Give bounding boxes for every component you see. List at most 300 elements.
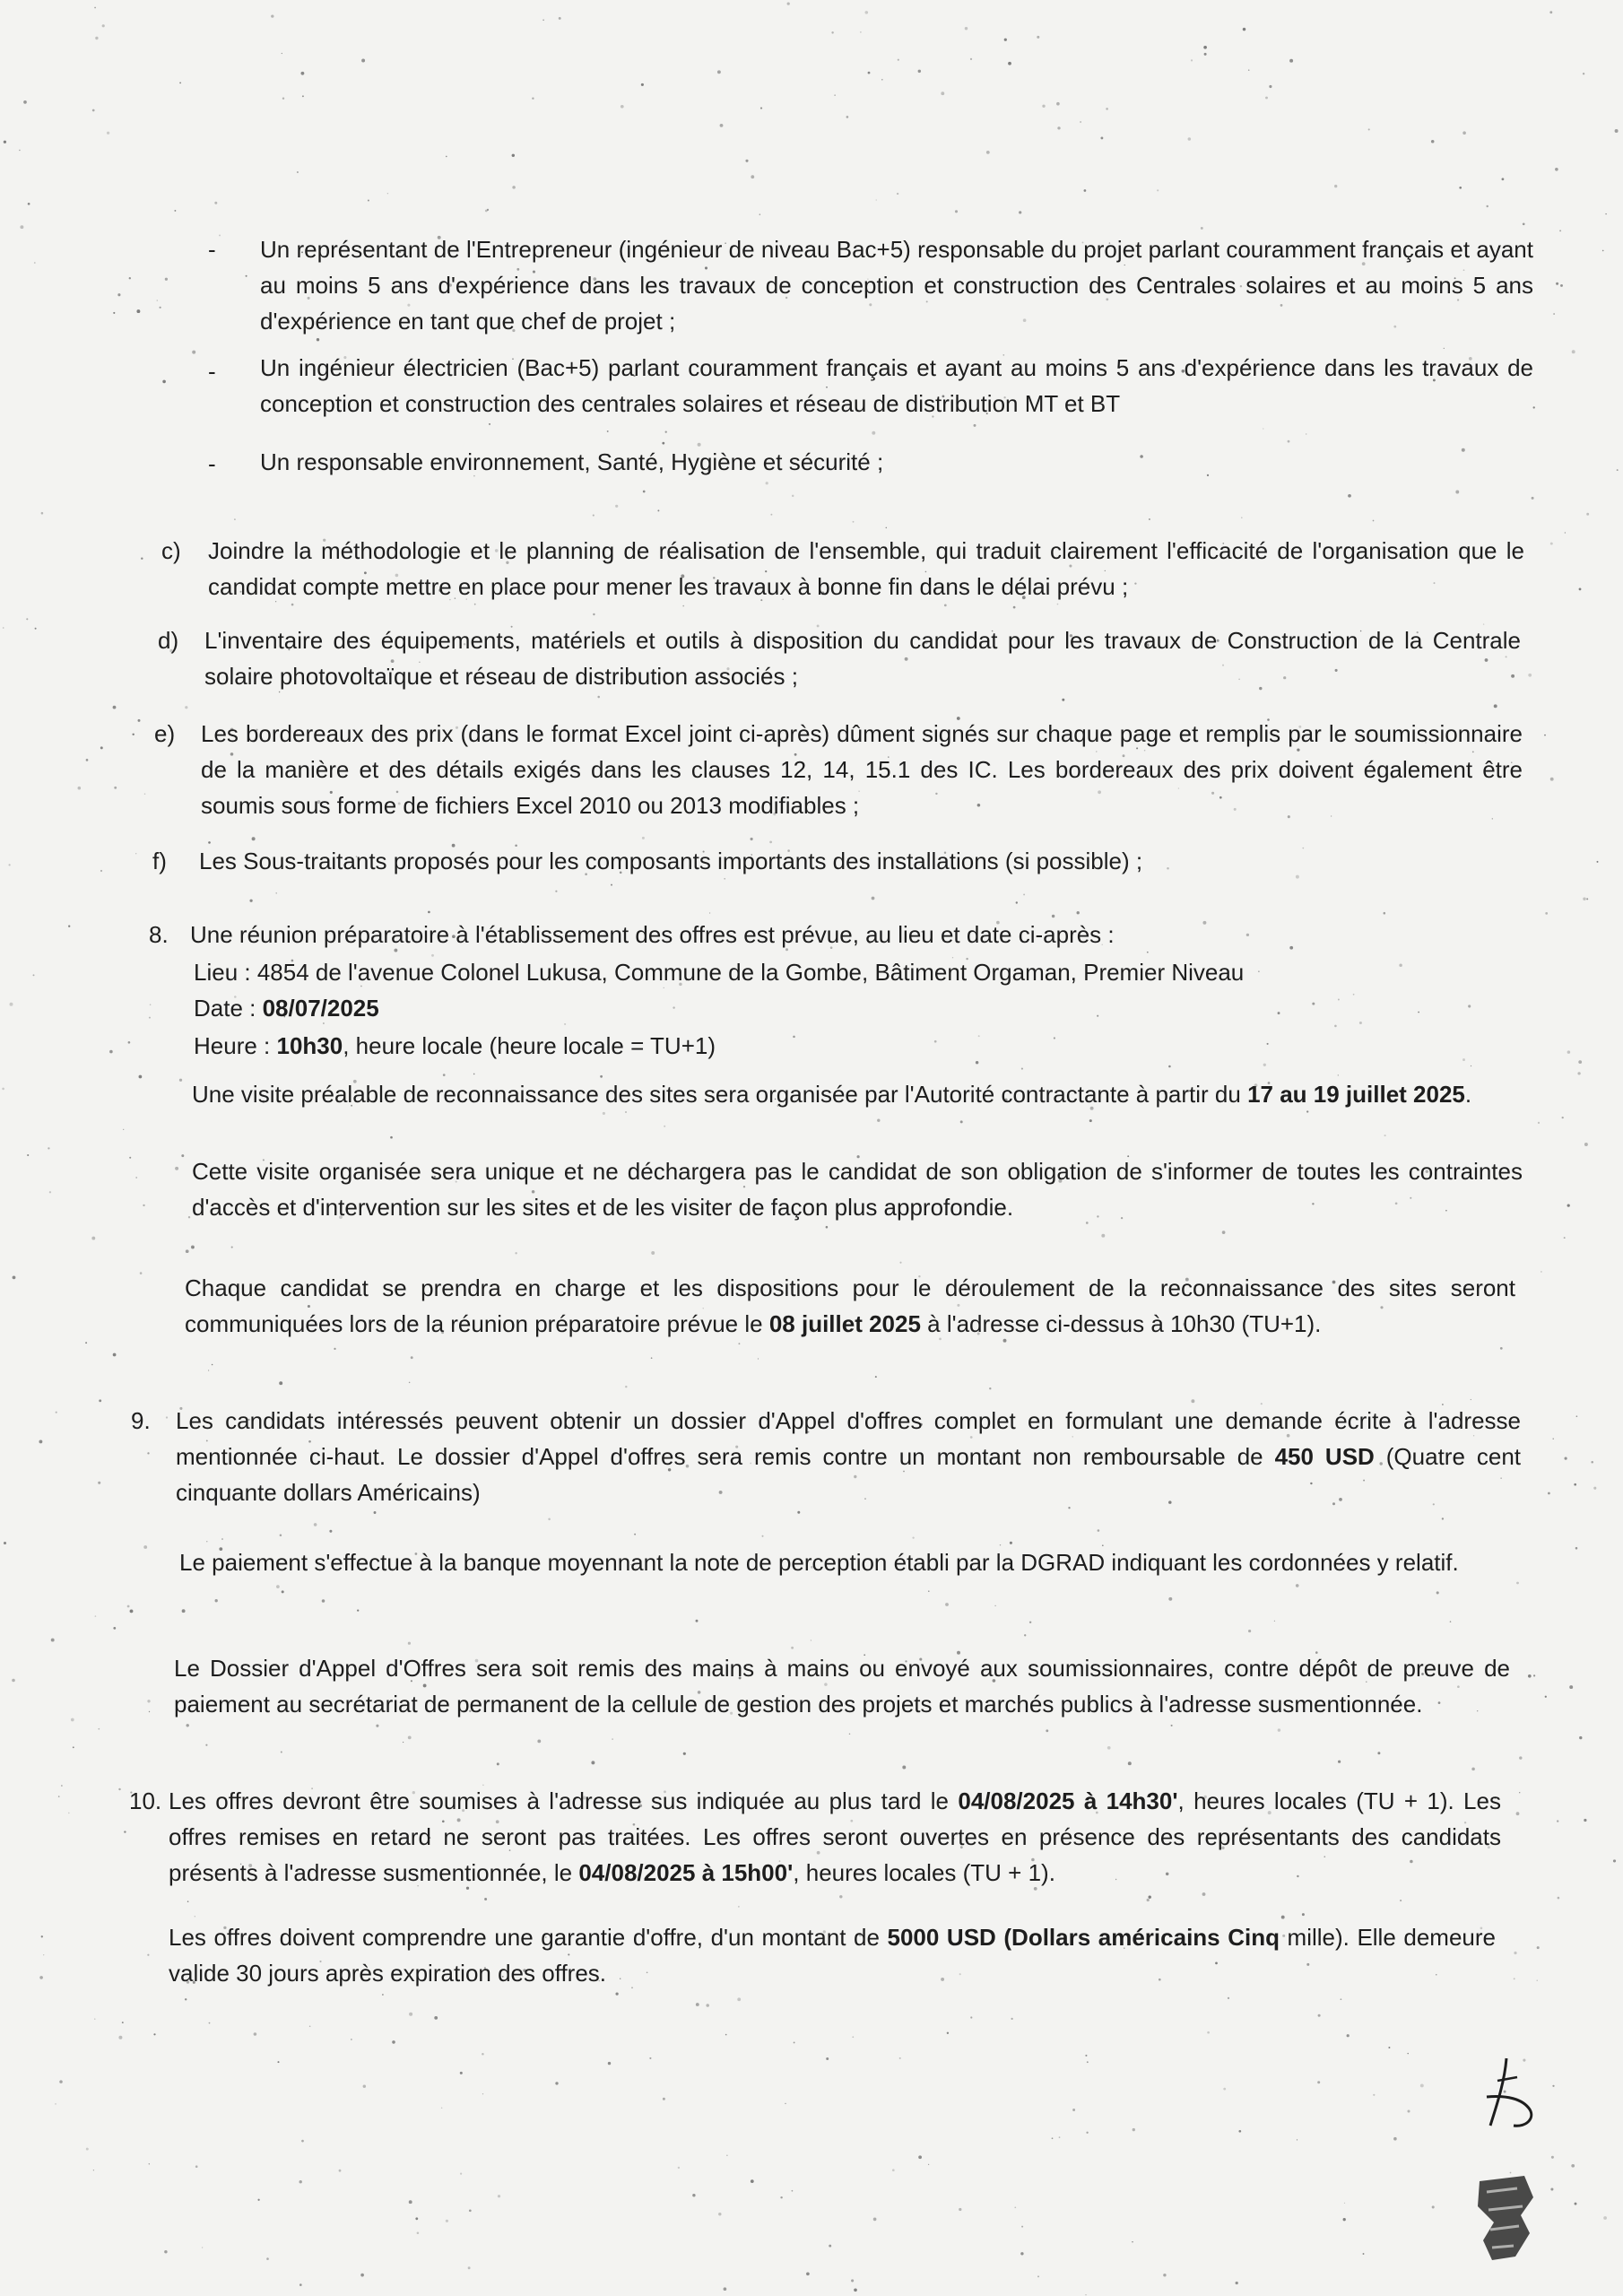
speckle (1407, 2109, 1410, 2112)
speckle (725, 2034, 727, 2036)
speckle (692, 2194, 695, 2196)
speckle (1575, 2203, 1577, 2205)
speckle (1020, 2252, 1023, 2255)
speckle (751, 838, 753, 840)
speckle (1471, 1768, 1475, 1771)
speckle (114, 787, 117, 789)
speckle (4, 141, 6, 144)
speckle (1373, 2094, 1375, 2096)
speckle (1603, 2216, 1607, 2220)
speckle (192, 351, 195, 354)
speckle (27, 1154, 29, 1156)
speckle (135, 1177, 137, 1178)
speckle (1550, 543, 1553, 545)
speckle (1223, 2088, 1226, 2091)
speckle (149, 1017, 151, 1019)
item8-intro: Une réunion préparatoire à l'établissement des offres est prévue, au lieu et date ci-après : (190, 921, 1115, 948)
item-marker-c: c) (161, 537, 181, 564)
speckle (1556, 283, 1558, 285)
speckle (1363, 2253, 1365, 2255)
speckle (597, 696, 600, 699)
speckle (56, 1412, 57, 1413)
speckle (758, 1358, 759, 1359)
speckle (1128, 1761, 1132, 1765)
speckle (1562, 1117, 1564, 1118)
speckle (301, 2140, 304, 2143)
submission-text-mid: , heures locales (TU + 1). Les offres remises en retard ne seront pas traitées. Les offres seront ouvertes en présence des représentants des candidats présents à l'adresse susmentionnée, le (169, 1787, 1501, 1886)
speckle (751, 175, 754, 178)
speckle (902, 1766, 906, 1770)
speckle (611, 884, 612, 886)
speckle (717, 70, 721, 74)
speckle (726, 2155, 727, 2156)
speckle (1101, 1234, 1105, 1238)
speckle (299, 2180, 302, 2183)
speckle (852, 2036, 854, 2038)
speckle (678, 2167, 680, 2169)
speckle (107, 132, 109, 135)
speckle (1462, 131, 1466, 135)
speckle (737, 1997, 741, 2001)
speckle (19, 150, 20, 151)
speckle (113, 1353, 117, 1357)
speckle (1557, 1820, 1558, 1822)
speckle (153, 2033, 155, 2035)
speckle (1537, 1980, 1538, 1981)
speckle (302, 95, 304, 97)
speckle (446, 156, 447, 158)
speckle (892, 2169, 895, 2171)
speckle (3, 627, 4, 629)
speckle (186, 1249, 189, 1253)
speckle (1591, 1461, 1593, 1464)
speckle (941, 91, 944, 95)
speckle (58, 1796, 60, 1797)
speckle (428, 911, 430, 914)
speckle (1586, 513, 1589, 516)
speckle (1532, 497, 1534, 500)
speckle (8, 864, 10, 865)
speckle (1228, 1997, 1229, 1999)
speckle (434, 2016, 438, 2020)
speckle (1016, 901, 1018, 903)
speckle (1516, 1812, 1520, 1815)
speckle (875, 1376, 877, 1378)
speckle (12, 1679, 15, 1683)
speckle (100, 746, 103, 749)
speckle (118, 1788, 120, 1790)
speckle (955, 210, 958, 213)
speckle (117, 293, 120, 296)
speckle (392, 2040, 395, 2044)
speckle (147, 1954, 149, 1956)
speckle (512, 186, 516, 189)
speckle (1533, 1674, 1535, 1676)
speckle (1084, 189, 1087, 192)
speckle (559, 17, 561, 20)
speckle (51, 1639, 55, 1642)
speckle (1586, 898, 1588, 900)
speckle (329, 1530, 332, 1533)
speckle (409, 2013, 412, 2016)
speckle (853, 521, 855, 523)
speckle (266, 2257, 269, 2260)
speckle (1558, 1897, 1560, 1900)
speckle (202, 2247, 203, 2248)
speckle (136, 309, 140, 313)
speckle (361, 59, 365, 63)
visit-dates: 17 au 19 juillet 2025 (1247, 1081, 1465, 1108)
speckle (185, 706, 187, 709)
item8-heure (194, 1028, 1521, 1064)
speckle (651, 1357, 653, 1359)
item8-charge (185, 1270, 1515, 1342)
speckle (759, 213, 761, 215)
speckle (68, 926, 70, 927)
speckle (1202, 1892, 1206, 1896)
speckle (1248, 69, 1250, 71)
speckle (1584, 1819, 1586, 1822)
speckle (139, 1075, 143, 1079)
speckle (339, 2170, 342, 2172)
speckle (542, 20, 544, 22)
speckle (150, 1004, 152, 1005)
speckle (1248, 1630, 1251, 1632)
speckle (129, 1157, 131, 1159)
speckle (212, 1364, 213, 1366)
speckle (39, 1439, 42, 1443)
heure-value: 10h30 (276, 1032, 343, 1059)
speckle (829, 2245, 831, 2248)
speckle (1613, 1859, 1616, 1862)
speckle (132, 734, 134, 735)
speckle (55, 2103, 56, 2104)
speckle (482, 2093, 483, 2094)
speckle (1008, 62, 1011, 65)
speckle (403, 1742, 404, 1743)
speckle (300, 72, 304, 75)
guarantee-text: Les offres doivent comprendre une garantie d'offre, d'un montant de (169, 1924, 888, 1951)
speckle (368, 200, 369, 202)
speckle (1281, 1916, 1285, 1919)
speckle (1572, 350, 1575, 353)
speckle (1014, 2206, 1016, 2208)
speckle (94, 2018, 95, 2019)
speckle (86, 2148, 89, 2151)
speckle (1085, 2294, 1086, 2295)
speckle (1037, 36, 1039, 39)
speckle (376, 1725, 378, 1727)
speckle (651, 1251, 655, 1255)
speckle (745, 160, 748, 162)
speckle (469, 2209, 472, 2212)
speckle (1243, 28, 1246, 31)
speckle (99, 1399, 101, 1402)
speckle (4, 1542, 6, 1544)
speckle (947, 2032, 949, 2034)
speckle (1502, 178, 1505, 180)
speckle (532, 98, 534, 100)
item9-payment: Le paiement s'effectue à la banque moyennant la note de perception établi par la DGRAD indiquant les cordonnées y relatif. (179, 1549, 1459, 1576)
item-marker-f: f) (152, 848, 167, 874)
speckle (34, 262, 36, 264)
speckle (482, 2053, 484, 2056)
speckle (179, 1079, 182, 1082)
speckle (1373, 520, 1375, 522)
speckle (709, 912, 710, 913)
speckle (986, 151, 990, 154)
speckle (1550, 778, 1554, 781)
guarantee-amount: 5000 USD (Dollars américains Cinq (887, 1924, 1280, 1951)
speckle (974, 424, 976, 427)
heure-label: Heure : (194, 1032, 277, 1059)
bullet-marker: - (208, 450, 216, 477)
speckle (1486, 205, 1488, 207)
speckle (497, 1762, 499, 1765)
speckle (1191, 59, 1193, 61)
date-value: 08/07/2025 (262, 995, 379, 1022)
speckle (408, 1642, 411, 1645)
staff-item-representative: Un représentant de l'Entrepreneur (ingénieur de niveau Bac+5) responsable du projet parlant couramment français et ayant au moins 5 ans d'expérience dans les travaux de conception et construction des Centrales solaires et au moins 5 ans d'expérience en tant que chef de projet ; (260, 236, 1533, 335)
speckle (1278, 1728, 1280, 1731)
speckle (382, 1994, 384, 1996)
speckle (1013, 606, 1016, 609)
speckle (851, 2279, 854, 2282)
charge-date: 08 juillet 2025 (768, 1310, 921, 1337)
speckle (71, 1718, 74, 1722)
speckle (149, 1711, 150, 1712)
speckle (363, 2084, 366, 2087)
speckle (718, 2213, 721, 2215)
speckle (665, 430, 667, 432)
speckle (720, 124, 724, 127)
speckle (10, 1003, 13, 1006)
speckle (159, 307, 161, 309)
speckle (1344, 2203, 1345, 2204)
speckle (179, 83, 181, 84)
speckle (415, 2217, 418, 2220)
speckle (1564, 1237, 1566, 1239)
speckle (1567, 1204, 1570, 1206)
speckle (1432, 2205, 1435, 2208)
speckle (1442, 1518, 1444, 1519)
speckle (1188, 137, 1192, 141)
speckle (143, 1545, 147, 1549)
speckle (1080, 121, 1081, 123)
bullet-marker: - (208, 358, 216, 385)
speckle (195, 2165, 198, 2168)
speckle (215, 1599, 218, 1602)
speckle (26, 618, 28, 620)
speckle (1168, 1065, 1171, 1068)
charge-text: Chaque candidat se prendra en charge et les dispositions pour le déroulement de la reconnaissance des sites seront communiquées lors de la réunion préparatoire prévue le (185, 1274, 1515, 1337)
speckle (468, 2266, 471, 2269)
speckle (23, 100, 27, 104)
speckle (928, 2164, 929, 2165)
submission-deadline: 04/08/2025 à 14h30' (958, 1787, 1178, 1814)
speckle (94, 7, 96, 9)
speckle (839, 1895, 842, 1898)
speckle (1317, 2081, 1320, 2083)
speckle (1565, 1457, 1567, 1460)
speckle (1238, 2130, 1241, 2133)
speckle (246, 275, 247, 277)
speckle (1617, 469, 1619, 471)
speckle (144, 793, 145, 794)
speckle (537, 1739, 541, 1743)
speckle (1269, 85, 1271, 88)
speckle (1289, 59, 1293, 63)
speckle (724, 2287, 727, 2291)
speckle (417, 2231, 420, 2234)
speckle (1597, 861, 1599, 863)
speckle (1388, 2047, 1390, 2048)
speckle (1265, 97, 1268, 100)
speckle (1384, 912, 1386, 915)
speckle (877, 1119, 880, 1122)
speckle (1171, 1725, 1173, 1726)
speckle (219, 234, 221, 236)
speckle (1575, 1547, 1578, 1550)
speckle (682, 605, 684, 607)
speckle (1494, 704, 1497, 708)
speckle (485, 210, 488, 213)
speckle (387, 193, 388, 194)
speckle (282, 1590, 284, 1593)
speckle (33, 974, 35, 976)
speckle (314, 1523, 317, 1526)
speckle (1341, 1998, 1342, 2000)
speckle (1431, 140, 1435, 144)
speckle (1545, 1696, 1547, 1698)
speckle (1107, 1746, 1111, 1750)
speckle (221, 1538, 223, 1540)
guarantee-text-end: mille). Elle demeure valide 30 jours après expiration des offres. (169, 1924, 1496, 1987)
speckle (621, 105, 624, 109)
speckle (95, 37, 98, 39)
speckle (39, 1976, 43, 1979)
speckle (41, 1935, 43, 1937)
speckle (1241, 517, 1243, 518)
speckle (643, 491, 646, 493)
bullet-marker: - (208, 236, 216, 263)
speckle (945, 1603, 949, 1606)
speckle (35, 628, 37, 630)
item-number-8: 8. (149, 921, 169, 948)
speckle (187, 1900, 189, 1902)
speckle (1384, 1135, 1386, 1136)
speckle (1334, 185, 1337, 187)
speckle (411, 1356, 413, 1359)
speckle (1576, 1415, 1578, 1417)
speckle (360, 2274, 364, 2277)
speckle (408, 1736, 412, 1740)
speckle (357, 1609, 359, 1611)
speckle (912, 1536, 914, 1538)
dossier-amount: 450 USD (1274, 1443, 1375, 1470)
speckle (1168, 1597, 1172, 1601)
speckle (959, 2208, 961, 2211)
speckle (113, 706, 117, 709)
speckle (1132, 2241, 1133, 2242)
dossier-text-end: (Quatre cent cinquante dollars Américains) (176, 1443, 1522, 1506)
speckle (831, 31, 833, 33)
speckle (1559, 230, 1561, 231)
speckle (280, 1535, 282, 1537)
speckle (1019, 211, 1021, 213)
speckle (1578, 1060, 1582, 1064)
speckle (48, 1147, 49, 1149)
speckle (872, 897, 875, 900)
speckle (787, 2, 790, 4)
speckle (102, 24, 105, 27)
speckle (1574, 1483, 1576, 1486)
speckle (1549, 11, 1552, 13)
speckle (970, 2016, 972, 2018)
speckle (738, 1906, 739, 1907)
speckle (792, 2190, 794, 2192)
speckle (1046, 1729, 1048, 1732)
speckle (20, 225, 23, 229)
speckle (1450, 1621, 1452, 1622)
speckle (1514, 1952, 1516, 1954)
speckle (1548, 1492, 1550, 1495)
speckle (281, 1752, 282, 1753)
speckle (484, 1898, 487, 1900)
speckle (899, 2057, 901, 2059)
speckle (1565, 532, 1566, 533)
speckle (1056, 102, 1060, 106)
speckle (1523, 222, 1525, 225)
speckle (1029, 1622, 1031, 1623)
speckle (61, 1785, 63, 1787)
speckle (1347, 2034, 1350, 2037)
speckle (1089, 1119, 1092, 1122)
speckle (92, 109, 95, 112)
speckle (780, 2196, 782, 2198)
speckle (85, 1342, 87, 1344)
speckle (1560, 284, 1563, 287)
speckle (95, 1615, 97, 1617)
speckle (886, 527, 888, 529)
speckle (147, 1452, 149, 1454)
speckle (1059, 2136, 1061, 2138)
submission-text-end: , heures locales (TU + 1). (793, 1859, 1055, 1886)
speckle (649, 2057, 651, 2059)
dossier-text: Les candidats intéressés peuvent obtenir un dossier d'Appel d'offres complet en formulant une demande écrite à l'adresse mentionnée ci-haut. Le dossier d'Appel d'offres sera remis contre un montant non remboursable de (176, 1407, 1521, 1470)
speckle (175, 1167, 178, 1170)
speckle (174, 210, 176, 212)
speckle (1455, 491, 1459, 494)
visit-text: Une visite préalable de reconnaissance des sites sera organisée par l'Autorité contractante à partir du (192, 1081, 1248, 1108)
speckle (603, 1112, 605, 1115)
speckle (1204, 53, 1207, 56)
item10-guarantee (169, 1919, 1496, 1991)
speckle (257, 2199, 259, 2201)
speckle (1098, 1529, 1100, 1532)
speckle (1023, 893, 1025, 895)
speckle (1296, 1584, 1299, 1587)
speckle (252, 837, 256, 840)
speckle (73, 1746, 74, 1748)
speckle (663, 2098, 665, 2100)
speckle (214, 202, 217, 204)
speckle (1553, 313, 1555, 315)
speckle (276, 1585, 280, 1588)
speckle (865, 11, 869, 14)
speckle (254, 2032, 257, 2036)
speckle (625, 1386, 627, 1387)
